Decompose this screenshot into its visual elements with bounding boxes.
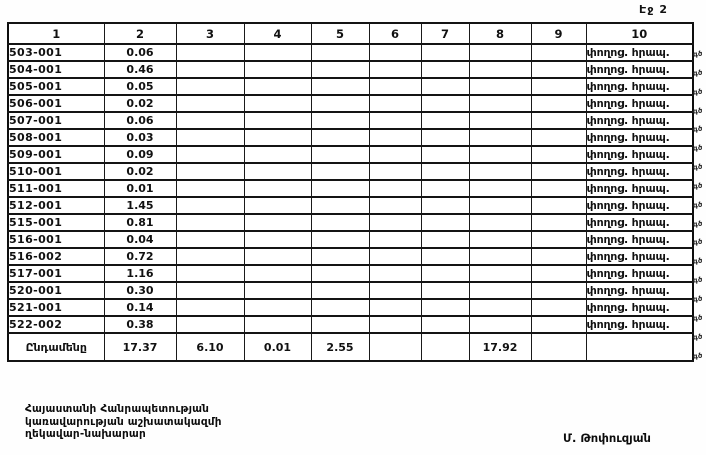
empty-cell — [531, 248, 586, 265]
empty-cell — [469, 231, 531, 248]
empty-cell — [531, 231, 586, 248]
empty-cell — [311, 61, 369, 78]
empty-cell — [369, 112, 421, 129]
margin-mark: գծ — [692, 143, 703, 153]
empty-cell — [531, 78, 586, 95]
empty-cell — [311, 282, 369, 299]
header-cell: 5 — [311, 23, 369, 44]
empty-cell — [469, 265, 531, 282]
margin-mark: գծ — [692, 125, 703, 135]
empty-cell — [469, 61, 531, 78]
note-cell: փողոց. հրապ. — [586, 112, 693, 129]
empty-cell — [244, 282, 311, 299]
empty-cell — [421, 214, 469, 231]
empty-cell — [469, 299, 531, 316]
header-cell: 7 — [421, 23, 469, 44]
value-cell: 0.14 — [104, 299, 176, 316]
empty-cell — [176, 163, 244, 180]
row-id-cell: 517-001 — [8, 265, 104, 282]
empty-cell — [531, 44, 586, 61]
empty-cell — [244, 316, 311, 333]
empty-cell — [469, 316, 531, 333]
empty-cell — [421, 146, 469, 163]
empty-cell — [469, 44, 531, 61]
table-row — [8, 95, 693, 112]
totals-value: 2.55 — [311, 333, 369, 361]
empty-cell — [244, 248, 311, 265]
table-header-row — [8, 23, 693, 44]
note-cell: փողոց. հրապ. — [586, 282, 693, 299]
value-cell: 0.03 — [104, 129, 176, 146]
totals-value: 0.01 — [244, 333, 311, 361]
row-id-cell: 512-001 — [8, 197, 104, 214]
empty-cell — [244, 44, 311, 61]
empty-cell — [244, 95, 311, 112]
table-row — [8, 282, 693, 299]
empty-cell — [421, 44, 469, 61]
row-id-cell: 516-001 — [8, 231, 104, 248]
value-cell: 0.06 — [104, 44, 176, 61]
empty-cell — [311, 316, 369, 333]
value-cell: 0.02 — [104, 95, 176, 112]
table-row — [8, 248, 693, 265]
empty-cell — [176, 265, 244, 282]
row-id-cell: 521-001 — [8, 299, 104, 316]
empty-cell — [369, 129, 421, 146]
empty-cell — [531, 299, 586, 316]
margin-mark: գծ — [692, 294, 703, 304]
row-id-cell: 505-001 — [8, 78, 104, 95]
empty-cell — [176, 231, 244, 248]
margin-mark: գծ — [692, 275, 703, 285]
totals-value: 17.37 — [104, 333, 176, 361]
note-cell: փողոց. հրապ. — [586, 146, 693, 163]
empty-cell — [469, 95, 531, 112]
table-row — [8, 214, 693, 231]
margin-mark: գծ — [692, 313, 703, 323]
empty-cell — [469, 146, 531, 163]
issuer-line: Հայաստանի Հանրապետության — [25, 403, 210, 415]
table-row — [8, 44, 693, 61]
note-cell: փողոց. հրապ. — [586, 231, 693, 248]
margin-mark: գծ — [692, 257, 703, 266]
empty-cell — [369, 146, 421, 163]
note-cell: փողոց. հրապ. — [586, 265, 693, 282]
margin-mark: գծ — [692, 332, 703, 342]
empty-cell — [311, 299, 369, 316]
empty-cell — [369, 95, 421, 112]
empty-cell — [421, 316, 469, 333]
empty-cell — [244, 112, 311, 129]
header-cell: 1 — [8, 23, 104, 44]
empty-cell — [244, 146, 311, 163]
empty-cell — [176, 197, 244, 214]
value-cell: 0.81 — [104, 214, 176, 231]
empty-cell — [531, 316, 586, 333]
margin-mark: գծ — [692, 200, 703, 210]
empty-cell — [369, 78, 421, 95]
value-cell: 0.02 — [104, 163, 176, 180]
table-row — [8, 265, 693, 282]
row-id-cell: 522-002 — [8, 316, 104, 333]
value-cell: 0.09 — [104, 146, 176, 163]
empty-cell — [469, 248, 531, 265]
empty-cell — [311, 95, 369, 112]
empty-cell — [421, 129, 469, 146]
empty-cell — [244, 299, 311, 316]
empty-cell — [531, 163, 586, 180]
table-row — [8, 316, 693, 333]
empty-cell — [469, 214, 531, 231]
empty-cell — [369, 316, 421, 333]
empty-cell — [421, 163, 469, 180]
totals-value: 17.92 — [469, 333, 531, 361]
empty-cell — [421, 61, 469, 78]
row-id-cell: 510-001 — [8, 163, 104, 180]
row-id-cell: 511-001 — [8, 180, 104, 197]
totals-row — [8, 333, 693, 361]
note-cell: փողոց. հրապ. — [586, 129, 693, 146]
table-row — [8, 197, 693, 214]
note-cell: փողոց. հրապ. — [586, 180, 693, 197]
row-id-cell: 506-001 — [8, 95, 104, 112]
empty-cell — [176, 214, 244, 231]
empty-cell — [311, 44, 369, 61]
empty-cell — [244, 265, 311, 282]
empty-cell — [421, 78, 469, 95]
empty-cell — [469, 78, 531, 95]
margin-mark: գծ — [692, 181, 703, 191]
empty-cell — [421, 282, 469, 299]
table-row — [8, 231, 693, 248]
value-cell: 0.38 — [104, 316, 176, 333]
empty-cell — [421, 180, 469, 197]
empty-cell — [369, 44, 421, 61]
empty-cell — [469, 197, 531, 214]
empty-cell — [369, 248, 421, 265]
empty-cell — [421, 265, 469, 282]
note-cell: փողոց. հրապ. — [586, 44, 693, 61]
header-cell: 2 — [104, 23, 176, 44]
table-row — [8, 61, 693, 78]
table-row — [8, 146, 693, 163]
empty-cell — [311, 180, 369, 197]
margin-mark: գծ — [692, 351, 703, 361]
table-row — [8, 180, 693, 197]
row-id-cell: 507-001 — [8, 112, 104, 129]
empty-cell — [421, 197, 469, 214]
empty-cell — [421, 231, 469, 248]
value-cell: 0.06 — [104, 112, 176, 129]
issuer-line: կառավարության աշխատակազմի — [25, 415, 222, 428]
table-row — [8, 129, 693, 146]
empty-cell — [531, 180, 586, 197]
empty-cell — [311, 197, 369, 214]
empty-cell — [369, 299, 421, 316]
value-cell: 0.30 — [104, 282, 176, 299]
margin-mark: գծ — [692, 87, 703, 97]
totals-value — [421, 333, 469, 361]
empty-cell — [421, 299, 469, 316]
signatory-name: Մ. Թոփուզյան — [563, 431, 651, 445]
header-cell: 4 — [244, 23, 311, 44]
note-cell: փողոց. հրապ. — [586, 316, 693, 333]
header-cell: 3 — [176, 23, 244, 44]
empty-cell — [531, 129, 586, 146]
empty-cell — [369, 231, 421, 248]
empty-cell — [531, 265, 586, 282]
empty-cell — [244, 214, 311, 231]
totals-value — [369, 333, 421, 361]
margin-mark: գծ — [692, 238, 703, 248]
empty-cell — [369, 265, 421, 282]
page-number-label: Էջ 2 — [639, 3, 668, 16]
empty-cell — [369, 180, 421, 197]
empty-cell — [176, 180, 244, 197]
empty-cell — [311, 146, 369, 163]
empty-cell — [311, 129, 369, 146]
row-id-cell: 508-001 — [8, 129, 104, 146]
row-id-cell: 509-001 — [8, 146, 104, 163]
row-id-cell: 503-001 — [8, 44, 104, 61]
totals-value — [586, 333, 693, 361]
empty-cell — [421, 112, 469, 129]
empty-cell — [311, 214, 369, 231]
margin-mark: գծ — [692, 68, 703, 78]
empty-cell — [369, 282, 421, 299]
empty-cell — [311, 265, 369, 282]
totals-value: 6.10 — [176, 333, 244, 361]
header-cell: 8 — [469, 23, 531, 44]
row-id-cell: 504-001 — [8, 61, 104, 78]
note-cell: փողոց. հրապ. — [586, 299, 693, 316]
note-cell: փողոց. հրապ. — [586, 214, 693, 231]
empty-cell — [244, 180, 311, 197]
empty-cell — [469, 112, 531, 129]
table-row — [8, 78, 693, 95]
empty-cell — [469, 129, 531, 146]
table-row — [8, 112, 693, 129]
empty-cell — [176, 248, 244, 265]
totals-value — [531, 333, 586, 361]
empty-cell — [531, 112, 586, 129]
empty-cell — [176, 44, 244, 61]
empty-cell — [244, 231, 311, 248]
data-table — [7, 22, 694, 362]
empty-cell — [176, 112, 244, 129]
empty-cell — [369, 163, 421, 180]
note-cell: փողոց. հրապ. — [586, 95, 693, 112]
empty-cell — [421, 95, 469, 112]
empty-cell — [531, 197, 586, 214]
note-cell: փողոց. հրապ. — [586, 197, 693, 214]
table-row — [8, 163, 693, 180]
empty-cell — [176, 299, 244, 316]
totals-label: Ընդամենը — [8, 333, 104, 361]
value-cell: 0.46 — [104, 61, 176, 78]
empty-cell — [176, 95, 244, 112]
row-id-cell: 520-001 — [8, 282, 104, 299]
handwritten-margin-annotations — [693, 45, 706, 365]
empty-cell — [176, 61, 244, 78]
empty-cell — [469, 282, 531, 299]
issuer-line: ղեկավար-նախարար — [25, 428, 146, 440]
margin-mark: գծ — [692, 162, 703, 172]
empty-cell — [369, 197, 421, 214]
empty-cell — [311, 112, 369, 129]
note-cell: փողոց. հրապ. — [586, 78, 693, 95]
margin-mark: գծ — [692, 49, 703, 59]
empty-cell — [176, 146, 244, 163]
empty-cell — [531, 61, 586, 78]
empty-cell — [244, 163, 311, 180]
header-cell: 6 — [369, 23, 421, 44]
value-cell: 0.72 — [104, 248, 176, 265]
note-cell: փողոց. հրապ. — [586, 61, 693, 78]
empty-cell — [244, 78, 311, 95]
empty-cell — [311, 248, 369, 265]
row-id-cell: 515-001 — [8, 214, 104, 231]
header-cell: 9 — [531, 23, 586, 44]
empty-cell — [244, 197, 311, 214]
empty-cell — [244, 61, 311, 78]
empty-cell — [469, 163, 531, 180]
row-id-cell: 516-002 — [8, 248, 104, 265]
header-cell: 10 — [586, 23, 693, 44]
empty-cell — [311, 231, 369, 248]
value-cell: 1.45 — [104, 197, 176, 214]
table-row — [8, 299, 693, 316]
empty-cell — [311, 78, 369, 95]
empty-cell — [176, 316, 244, 333]
value-cell: 0.04 — [104, 231, 176, 248]
empty-cell — [176, 129, 244, 146]
margin-mark: գծ — [692, 106, 703, 116]
empty-cell — [369, 61, 421, 78]
empty-cell — [531, 214, 586, 231]
empty-cell — [369, 214, 421, 231]
value-cell: 1.16 — [104, 265, 176, 282]
empty-cell — [531, 95, 586, 112]
empty-cell — [531, 146, 586, 163]
note-cell: փողոց. հրապ. — [586, 163, 693, 180]
empty-cell — [421, 248, 469, 265]
empty-cell — [176, 282, 244, 299]
note-cell: փողոց. հրապ. — [586, 248, 693, 265]
empty-cell — [176, 78, 244, 95]
margin-mark: գծ — [692, 219, 703, 229]
empty-cell — [469, 180, 531, 197]
value-cell: 0.01 — [104, 180, 176, 197]
empty-cell — [244, 129, 311, 146]
empty-cell — [531, 282, 586, 299]
issuer-signature-block — [25, 403, 222, 441]
empty-cell — [311, 163, 369, 180]
value-cell: 0.05 — [104, 78, 176, 95]
